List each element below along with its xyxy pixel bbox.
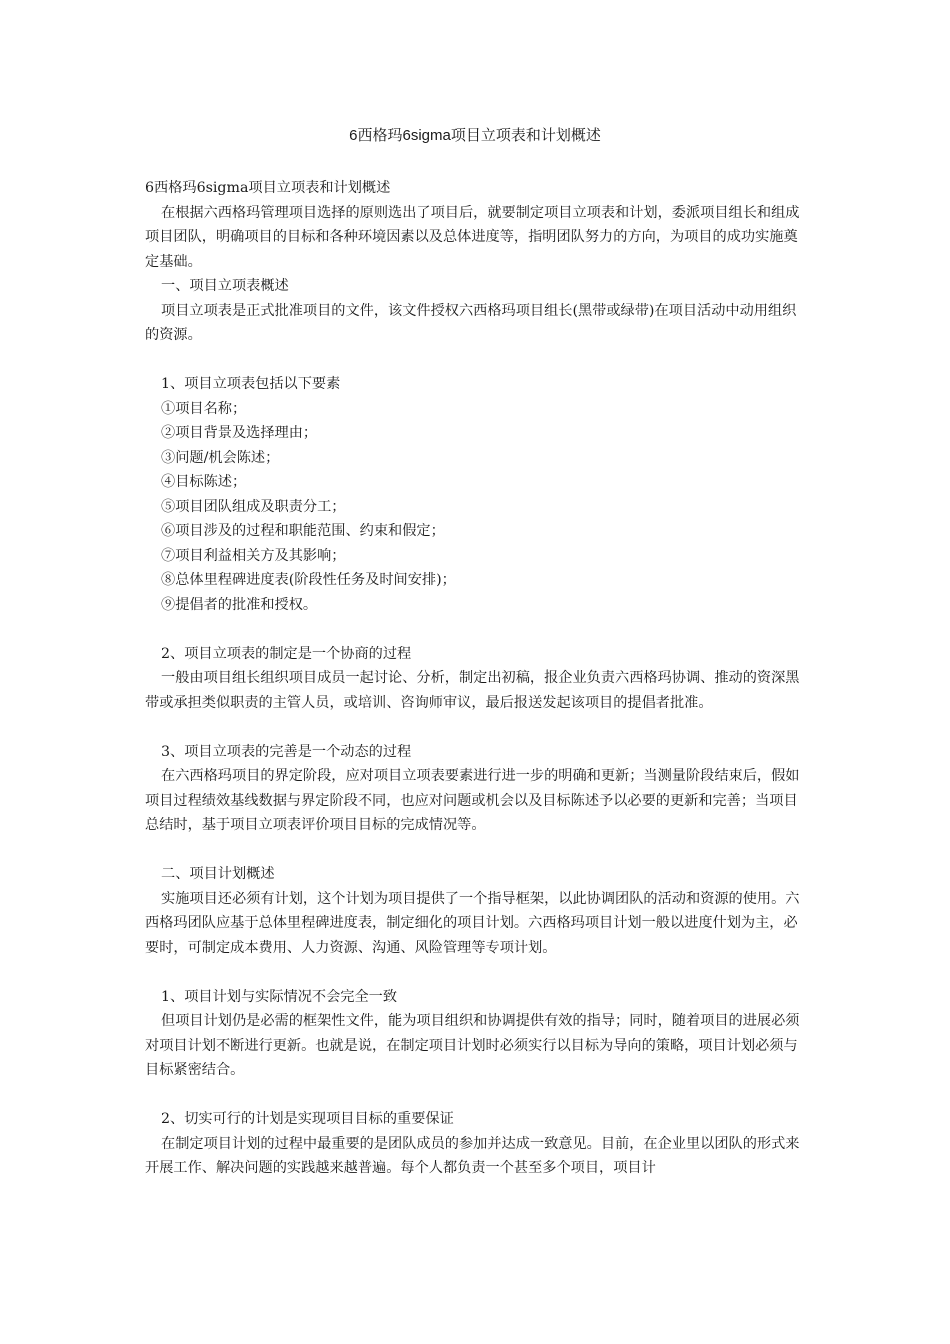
list-item: ⑧总体里程碑进度表(阶段性任务及时间安排)；	[161, 572, 456, 588]
subsection-1-1-heading: 1、项目立项表包括以下要素	[161, 376, 341, 392]
list-item: ②项目背景及选择理由；	[161, 425, 318, 441]
subsection-1-2-heading: 2、项目立项表的制定是一个协商的过程	[161, 645, 412, 662]
subsection-1-2-paragraph: 一般由项目组长组织项目成员一起讨论、分析，制定出初稿，报企业负责六西格玛协调、推动的资深黑带或承担类似职责的主管人员，或培训、咨询师审议，最后报送发起该项目的提倡者批准。	[145, 670, 800, 711]
section-2-paragraph: 实施项目还必须有计划，这个计划为项目提供了一个指导框架，以此协调团队的活动和资源的使用。六西格玛团队应基于总体里程碑进度表，制定细化的项目计划。六西格玛项目计划一般以进度什划为主，必要时，可制定成本费用、人力资源、沟通、风险管理等专项计划。	[145, 890, 800, 956]
paragraph-gap	[145, 617, 810, 642]
list-item: ⑥项目涉及的过程和职能范围、约束和假定；	[161, 523, 445, 539]
subsection-2-1-heading: 1、项目计划与实际情况不会完全一致	[161, 988, 398, 1005]
section-1-heading: 一、项目立项表概述	[161, 278, 289, 294]
list-item: ④目标陈述；	[161, 474, 247, 490]
lead-line: 6西格玛6sigma项目立项表和计划概述	[145, 180, 391, 196]
list-item: ⑨提倡者的批准和授权。	[161, 596, 318, 613]
paragraph-gap	[145, 1083, 810, 1108]
subsection-1-3-heading: 3、项目立项表的完善是一个动态的过程	[161, 743, 412, 760]
paragraph-gap	[145, 715, 810, 740]
paragraph-gap	[145, 838, 810, 863]
subsection-2-1-paragraph: 但项目计划仍是必需的框架性文件，能为项目组织和协调提供有效的指导；同时，随着项目的进展必须对项目计划不断进行更新。也就是说，在制定项目计划时必须实行以目标为导向的策略，项目计划必须与目标紧密结合。	[145, 1013, 800, 1078]
subsection-1-3-paragraph: 在六西格玛项目的界定阶段，应对项目立项表要素进行进一步的明确和更新；当测量阶段结束后，假如项目过程绩效基线数据与界定阶段不同，也应对问题或机会以及目标陈述予以必要的更新和完善；当项目总结时，基于项目立项表评价项目目标的完成情况等。	[145, 768, 800, 833]
document-title: 6西格玛6sigma项目立项表和计划概述	[349, 127, 601, 144]
subsection-2-2-paragraph: 在制定项目计划的过程中最重要的是团队成员的参加并达成一致意见。目前，在企业里以团队的形式来开展工作、解决问题的实践越来越普遍。每个人都负责一个甚至多个项目，项目计	[145, 1135, 800, 1176]
section-2-heading: 二、项目计划概述	[161, 866, 275, 882]
list-item: ①项目名称；	[161, 400, 247, 417]
intro-paragraph: 在根据六西格玛管理项目选择的原则选出了项目后，就要制定项目立项表和计划，委派项目组长和组成项目团队，明确项目的目标和各种环境因素以及总体进度等，指明团队努力的方向，为项目的成功实施奠定基础。	[145, 204, 800, 270]
list-item: ⑤项目团队组成及职责分工；	[161, 498, 346, 515]
list-item: ③问题/机会陈述；	[161, 449, 280, 466]
section-1-paragraph: 项目立项表是正式批准项目的文件，该文件授权六西格玛项目组长(黑带或绿带)在项目活动中动用组织的资源。	[145, 302, 797, 343]
paragraph-gap	[145, 960, 810, 985]
list-item: ⑦项目利益相关方及其影响；	[161, 547, 346, 564]
subsection-2-2-heading: 2、切实可行的计划是实现项目目标的重要保证	[161, 1111, 454, 1127]
document-body	[145, 176, 810, 1181]
paragraph-gap	[145, 348, 810, 373]
